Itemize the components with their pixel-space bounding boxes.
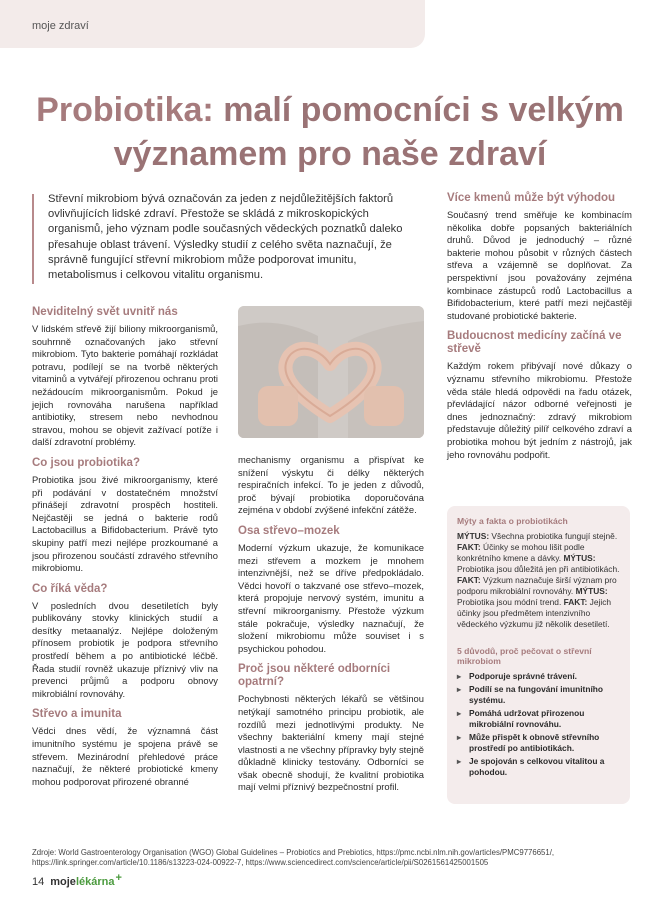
lead-divider [32,194,34,284]
text-more-strains: Současný trend směřuje ke kombinacím několika dobře popsaných bakteriálních druhů. Důvod je jednoduchý – různé bakterie mohou působit v různých částech střeva a vzájemně se doplňovat. Za perspektivní jsou považovány zejména kombinace zástupců rodů Lactobacillus a Bifidobacterium, které patří mezi nejčastěji studované probiotické bakterie. [447,209,632,321]
text-what-are-probiotics: Probiotika jsou živé mikroorganismy, které při podávání v dostatečném množství přinášejí zdravotní prospěch hostiteli. Nejčastěji se jedná o bakterie rodů Lactobacillus a Bifidobacterium. Právě tyto skupiny patří mezi nejlépe prozkoumané a jsou přirozenou součástí zdravého střevního mikrobiomu. [32,473,218,574]
reasons-list [457,671,620,778]
fact-label: FAKT: [563,597,588,607]
heading-experts-cautious: Proč jsou některé odborníci opatrní? [238,663,391,689]
column-2 [238,454,424,794]
list-item: ▸ Může přispět k obnově střevního prostředí po antibiotikách. [457,732,620,754]
text-future-medicine: Každým rokem přibývají nové důkazy o významu střevního mikrobiomu. Přestože věda stále hledá odpovědi na řadu otázek, převládající názor odborné veřejnosti je dnes jednoznačný: zdravý mikrobiom představuje důležitý pilíř celkového zdraví a probiotika mohou být jedním z nástrojů, jak jeho rovnováhu podpořit. [447,360,632,460]
heading-gut-brain: Osa střevo–mozek [238,524,340,537]
myths-facts-text [457,531,620,630]
page-number: 14 [32,876,45,888]
brand-logo-b: lékárna [75,876,115,888]
sources-text: Zdroje: World Gastroenterology Organisation (WGO) Global Guidelines – Probiotics and Prebiotics, https://pmc.ncbi.nlm.nih.gov/articles/PMC9776651/, https://link.springer.com/article/10.1186/s13223-024-00922-7, https://www.sciencedirect.com/science/article/pii/S0261561425001505 [32,848,555,867]
myth-label: MÝTUS: [457,531,490,541]
page-footer [32,872,122,888]
box-title: Mýty a fakta o probiotikách [457,516,568,526]
list-item: ▸ Je spojován s celkovou vitalitou a pohodou. [457,756,620,778]
column-1 [32,298,218,788]
title-rest: malí pomocníci s velkým [213,91,624,129]
heading-invisible-world: Neviditelný svět uvnitř nás [32,306,178,318]
myth-3: Probiotika jsou módní trend. [457,597,564,607]
fact-2: Výzkum naznačuje širší význam pro podporu mikrobiální rovnováhy. [457,575,617,596]
heading-more-strains: Více kmenů může být výhodou [447,192,616,204]
brand-logo-a: moje [50,876,76,888]
title-bold: Probiotika: [36,91,214,129]
fact-label: FAKT: [457,542,481,552]
list-item: ▸ Podílí se na fungování imunitního systému. [457,684,620,706]
myths-facts-box [447,506,630,804]
text-science: V posledních dvou desetiletích byly publikovány stovky klinických studií a desítky metaanalýz. Nejlépe doloženým přínosem probiotik je podpora střevního prostředí během a po antibiotické léčbě. Řada studií rovněž ukazuje příznivý vliv na prevenci průjmů a podporu obnovy mikrobiální rovnováhy. [32,599,218,699]
myth-2: Probiotika jsou důležitá jen při antibiotikách. [457,564,620,574]
reasons-title: 5 důvodů, proč pečovat o střevní mikrobiom [457,646,592,666]
brand-plus-icon: + [115,872,122,884]
title-line2: významem pro naše zdraví [113,135,547,173]
list-item: ▸ Pomáhá udržovat přirozenou mikrobiální rovnováhu. [457,708,620,730]
fact-label: FAKT: [457,575,481,585]
text-gut-immunity: Vědci dnes vědí, že významná část imunitního systému je spojena právě se střevem. Mezinárodní přehledové práce naznačují, že některé probiotické kmeny mohou podporovat přirozené obranné [32,725,218,787]
section-header [0,0,425,48]
lead-paragraph: Střevní mikrobiom bývá označován za jeden z nejdůležitějších faktorů ovlivňujících lidské zdraví. Přestože se skládá z mikroskopických organismů, jeho význam podle současných vědeckých poznatků daleko přesahuje oblast trávení. Výsledky studií z celého světa naznačují, že správně fungující střevní mikrobiom může podporovat imunitu, metabolismus i celkovou vitalitu organismu. [48,193,403,282]
column-3 [447,192,632,461]
myth-1: Všechna probiotika fungují stejně. [489,531,618,541]
text-experts-cautious: Pochybnosti některých lékařů se většinou netýkají samotného principu probiotik, ale rozdílů mezi jednotlivými produkty. Ne všechny bakteriální kmeny mají stejné vlastnosti a ne všechny přípravky byly stejně důkladně klinicky testovány. Odborníci se však obecně shodují, že kvalitní probiotika mají velmi příznivý bezpečnostní profil. [238,693,424,793]
text-gut-brain: Moderní výzkum ukazuje, že komunikace mezi střevem a mozkem je mnohem intenzivnější, než se dříve předpokládalo. Vědci hovoří o takzvané ose střevo–mozek, která propojuje nervový systém, imunitu a střevní mikroorganismy. Přestože výzkum stále pokračuje, výsledky naznačují, že složení mikrobiomu může souviset i s psychickou pohodou. [238,541,424,654]
fact-3: Jejich účinky jsou předmětem intenzivního vědeckého výzkumu již několik desetiletí. [457,597,612,629]
list-item: ▸ Podporuje správné trávení. [457,671,620,682]
myth-label: MÝTUS: [563,553,596,563]
page-title [30,88,630,176]
heading-science: Co říká věda? [32,582,108,595]
hands-heart-photo [238,306,424,438]
myth-label: MÝTUS: [575,586,608,596]
heading-what-are-probiotics: Co jsou probiotika? [32,456,140,469]
section-label: moje zdraví [32,20,89,32]
heading-future-medicine: Budoucnost medicíny začíná ve střevě [447,330,622,356]
text-invisible-world: V lidském střevě žijí biliony mikroorganismů, souhrnně označovaných jako střevní mikrobiom. Tyto bakterie pomáhají rozkládat potravu, podílejí se na tvorbě některých vitaminů a vytvářejí přirozenou ochranu proti nežádoucím mikroorganismům. Pokud je jejich rovnováha narušena například antibiotiky, stresem nebo nevhodnou stravou, mohou se objevit zažívací potíže i další zdravotní problémy. [32,323,218,448]
text-immunity-cont: mechanismy organismu a přispívat ke snížení výskytu či délky některých respiračních infekcí. To je jeden z důvodů, proč bývají probiotika doporučována zejména v období zvýšené infekční zátěže. [238,454,424,516]
heading-gut-immunity: Střevo a imunita [32,708,122,721]
hands-heart-icon [238,306,424,438]
fact-1: Účinky se mohou lišit podle konkrétního kmene a dávky. [457,542,585,563]
